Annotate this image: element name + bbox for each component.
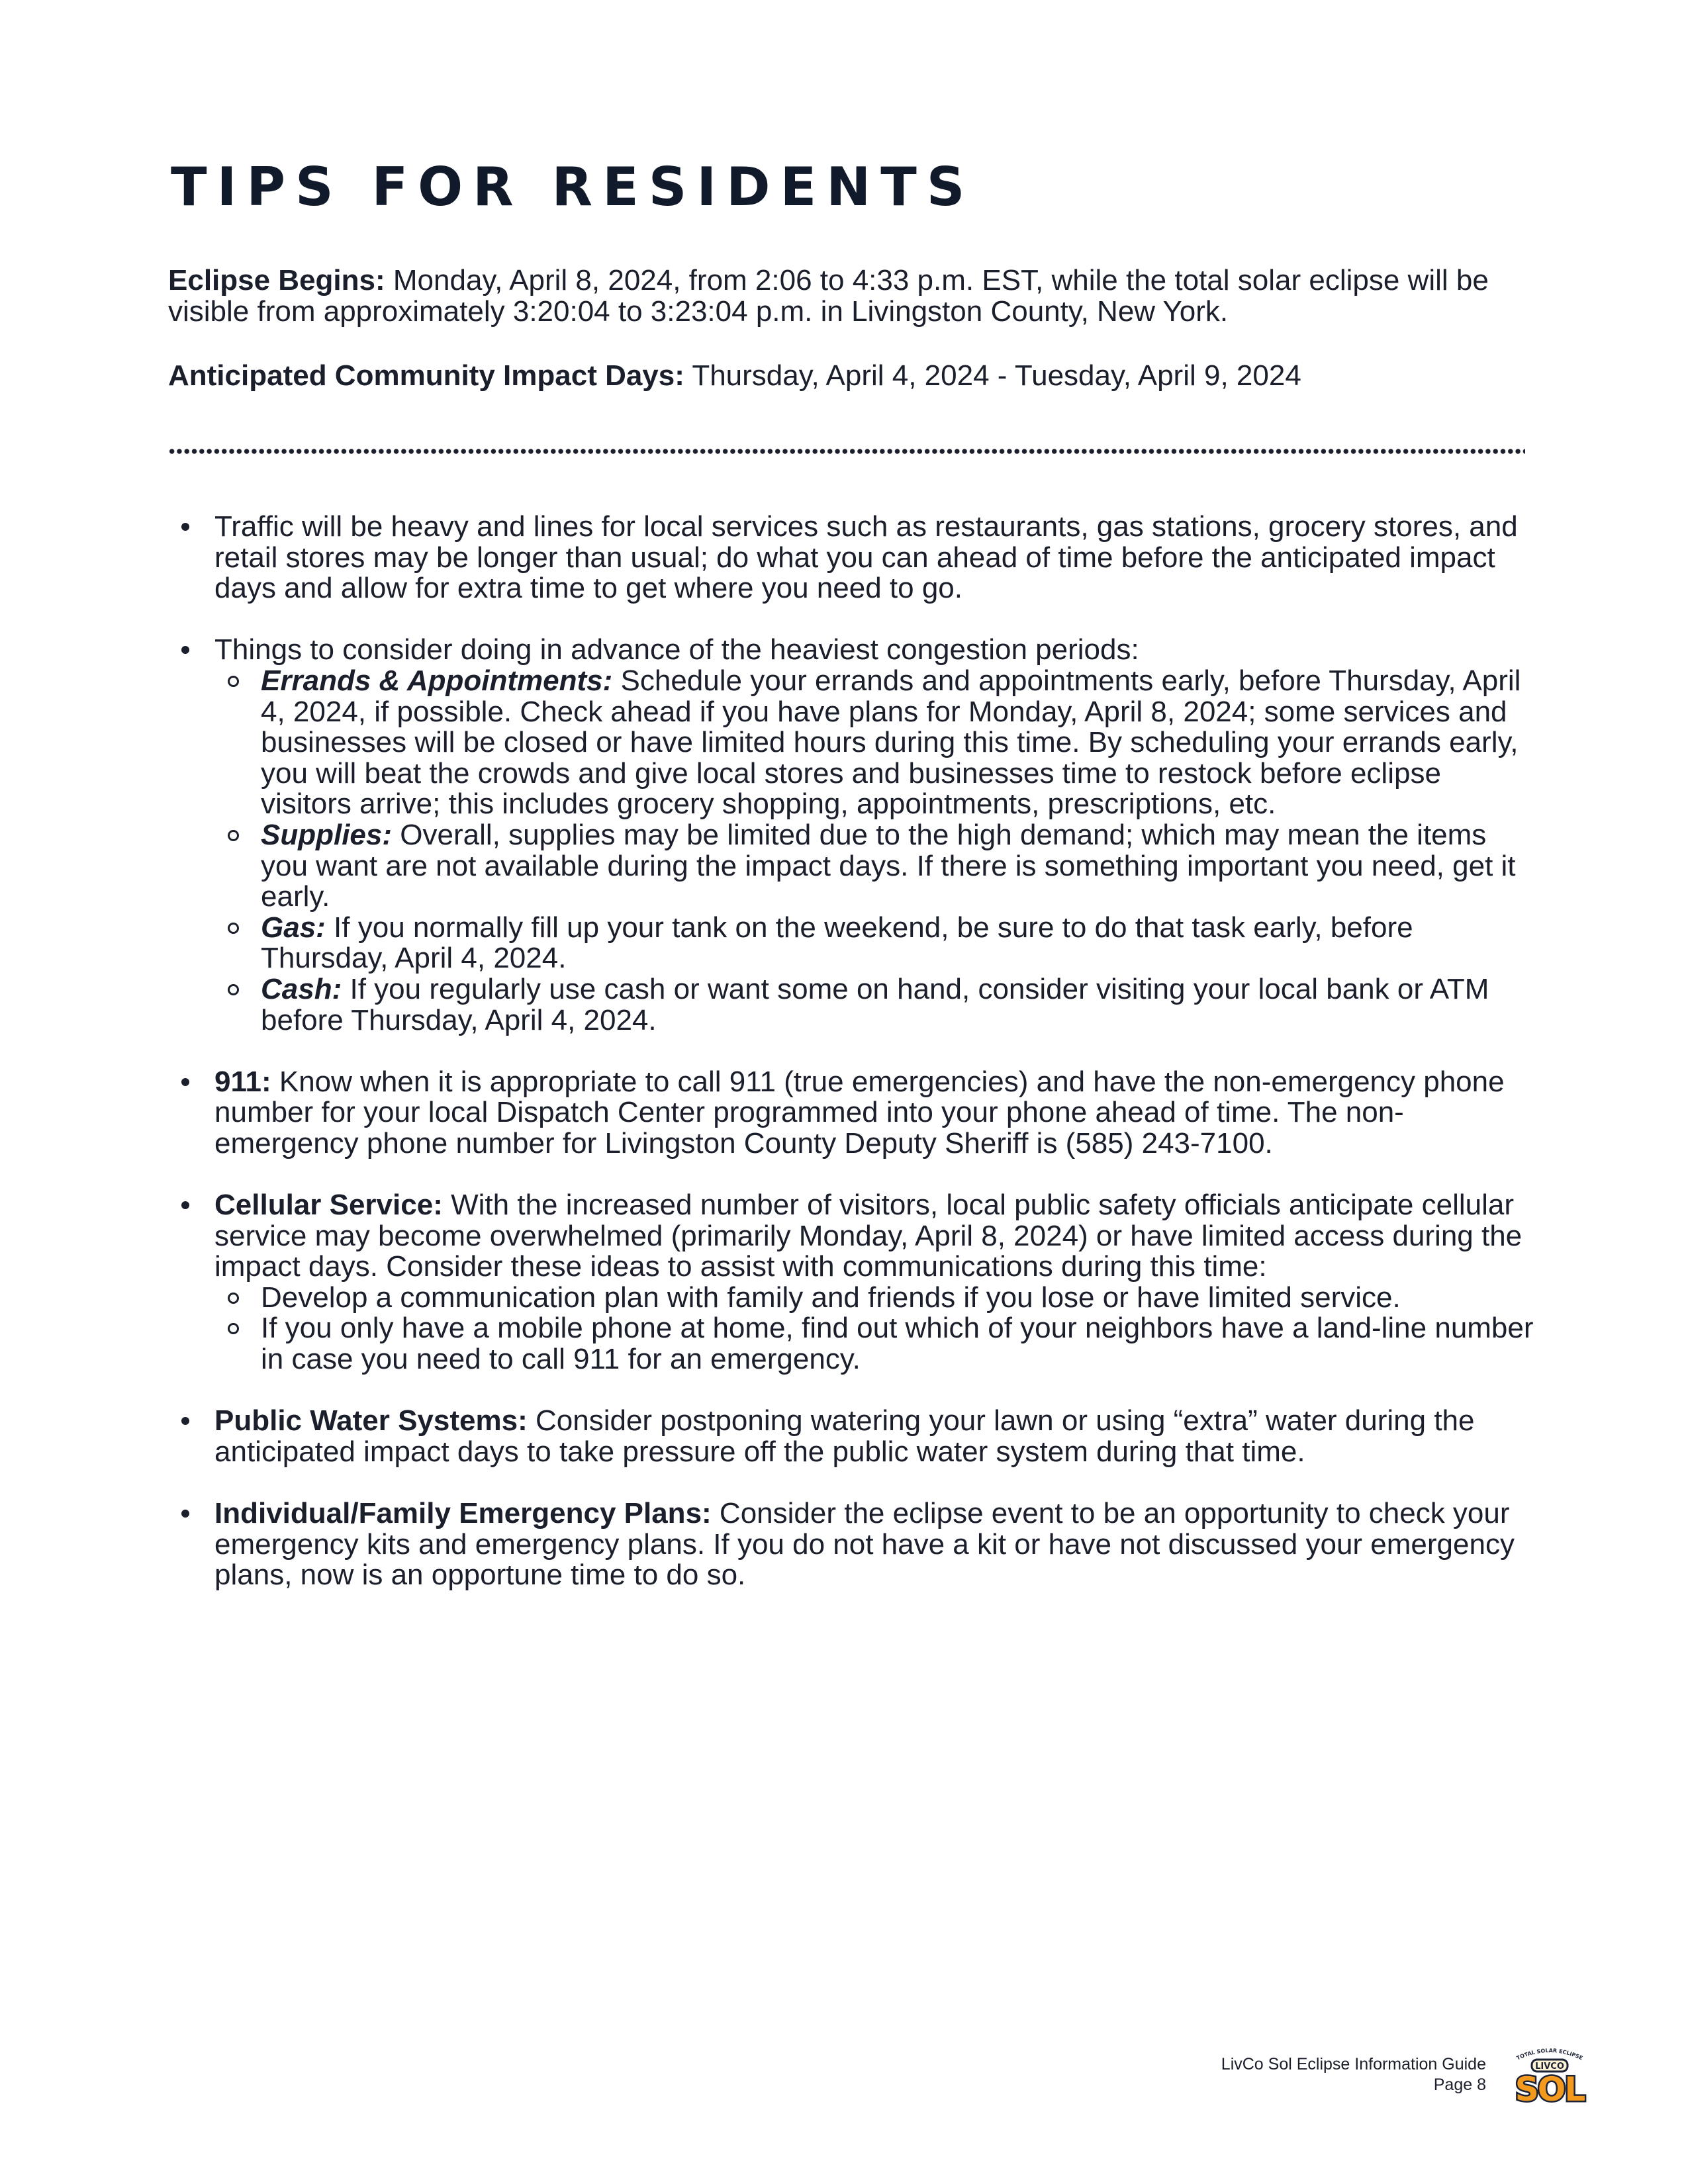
tip-cellular-label: Cellular Service: <box>214 1189 443 1222</box>
logo-top-text: TOTAL SOLAR ECLIPSE <box>1515 2047 1584 2062</box>
tip-911-label: 911: <box>214 1065 271 1098</box>
impact-days-text: Thursday, April 4, 2024 - Tuesday, April 9, 2024 <box>684 359 1301 392</box>
sub-errands <box>214 666 1538 820</box>
tip-traffic-text: Traffic will be heavy and lines for local services such as restaurants, gas stations, grocery stores, and retail stores may be longer than usual; do what you can ahead of time before the anticipated impact days and allow for extra time to get where you need to go. <box>214 510 1518 605</box>
sub-gas-label: Gas: <box>261 911 326 944</box>
advance-sub-list <box>214 666 1538 1036</box>
tip-cellular <box>168 1190 1538 1375</box>
tip-water-label: Public Water Systems: <box>214 1404 528 1437</box>
tip-emergency-plans <box>168 1498 1538 1591</box>
tip-emergency-plans-text: Consider the eclipse event to be an opportunity to check your emergency kits and emergency plans. If you do not have a kit or have not discussed your emergency plans, now is an opportune time to do so. <box>214 1497 1515 1592</box>
eclipse-begins-text: Monday, April 8, 2024, from 2:06 to 4:33 p.m. EST, while the total solar eclipse will be visible from approximately 3:20:04 to 3:23:04 p.m. in Livingston County, New York. <box>168 264 1489 328</box>
eclipse-begins <box>168 265 1532 327</box>
sub-land-line-text: If you only have a mobile phone at home, find out which of your neighbors have a land-line number in case you need to call 911 for an emergency. <box>261 1312 1534 1376</box>
sub-supplies <box>214 820 1538 913</box>
livco-sol-logo <box>1504 2042 1595 2106</box>
tip-water <box>168 1406 1538 1467</box>
eclipse-begins-label: Eclipse Begins: <box>168 264 385 296</box>
tip-advance <box>168 635 1538 1036</box>
cellular-sub-list <box>214 1283 1538 1375</box>
sub-land-line <box>214 1313 1538 1375</box>
logo-sol-text: SOL <box>1515 2070 1585 2106</box>
footer <box>1221 2054 1486 2095</box>
sub-errands-label: Errands & Appointments: <box>261 664 613 697</box>
sub-gas-text: If you normally fill up your tank on the weekend, be sure to do that task early, before Thursday, April 4, 2024. <box>261 911 1413 975</box>
tip-water-text: Consider postponing watering your lawn or using “extra” water during the anticipated impact days to take pressure off the public water system during that time. <box>214 1404 1475 1468</box>
sub-cash-label: Cash: <box>261 972 342 1005</box>
tip-advance-text: Things to consider doing in advance of the heaviest congestion periods: <box>214 633 1139 666</box>
tip-911 <box>168 1067 1538 1160</box>
footer-page-number: Page 8 <box>1433 2075 1486 2094</box>
sub-communication-plan-text: Develop a communication plan with family and friends if you lose or have limited service. <box>261 1281 1401 1314</box>
footer-guide-title: LivCo Sol Eclipse Information Guide <box>1221 2055 1486 2073</box>
page-title: TIPS FOR RESIDENTS <box>171 156 975 218</box>
impact-days-label: Anticipated Community Impact Days: <box>168 359 684 392</box>
dotted-divider <box>168 448 1525 455</box>
sub-communication-plan <box>214 1283 1538 1314</box>
logo-livco-text: LIVCO <box>1535 2062 1564 2071</box>
sub-cash-text: If you regularly use cash or want some on hand, consider visiting your local bank or ATM before Thursday, April 4, 2024. <box>261 972 1489 1036</box>
tip-cellular-text: With the increased number of visitors, local public safety officials anticipate cellular service may become overwhelmed (primarily Monday, April 8, 2024) or have limited access during the impact days. Consider these ideas to assist with communications during this time: <box>214 1189 1523 1283</box>
tip-emergency-plans-label: Individual/Family Emergency Plans: <box>214 1497 712 1529</box>
sub-errands-text: Schedule your errands and appointments early, before Thursday, April 4, 2024, if possible. Check ahead if you have plans for Monday, April 8, 2024; some services and businesses will be closed or have limited hours during this time. By scheduling your errands early, you will beat the crowds and give local stores and businesses time to restock before eclipse visitors arrive; this includes grocery shopping, appointments, prescriptions, etc. <box>261 664 1521 821</box>
impact-days <box>168 360 1532 391</box>
sub-gas <box>214 913 1538 974</box>
tips-list <box>168 512 1538 1621</box>
tip-911-text: Know when it is appropriate to call 911 (true emergencies) and have the non-emergency phone number for your local Dispatch Center programmed into your phone ahead of time. The non-emergency phone number for Livingston County Deputy Sheriff is (585) 243-7100. <box>214 1065 1505 1160</box>
tip-traffic <box>168 512 1538 604</box>
sub-cash <box>214 974 1538 1036</box>
sub-supplies-label: Supplies: <box>261 818 393 851</box>
sub-supplies-text: Overall, supplies may be limited due to the high demand; which may mean the items you want are not available during the impact days. If there is something important you need, get it early. <box>261 818 1516 913</box>
